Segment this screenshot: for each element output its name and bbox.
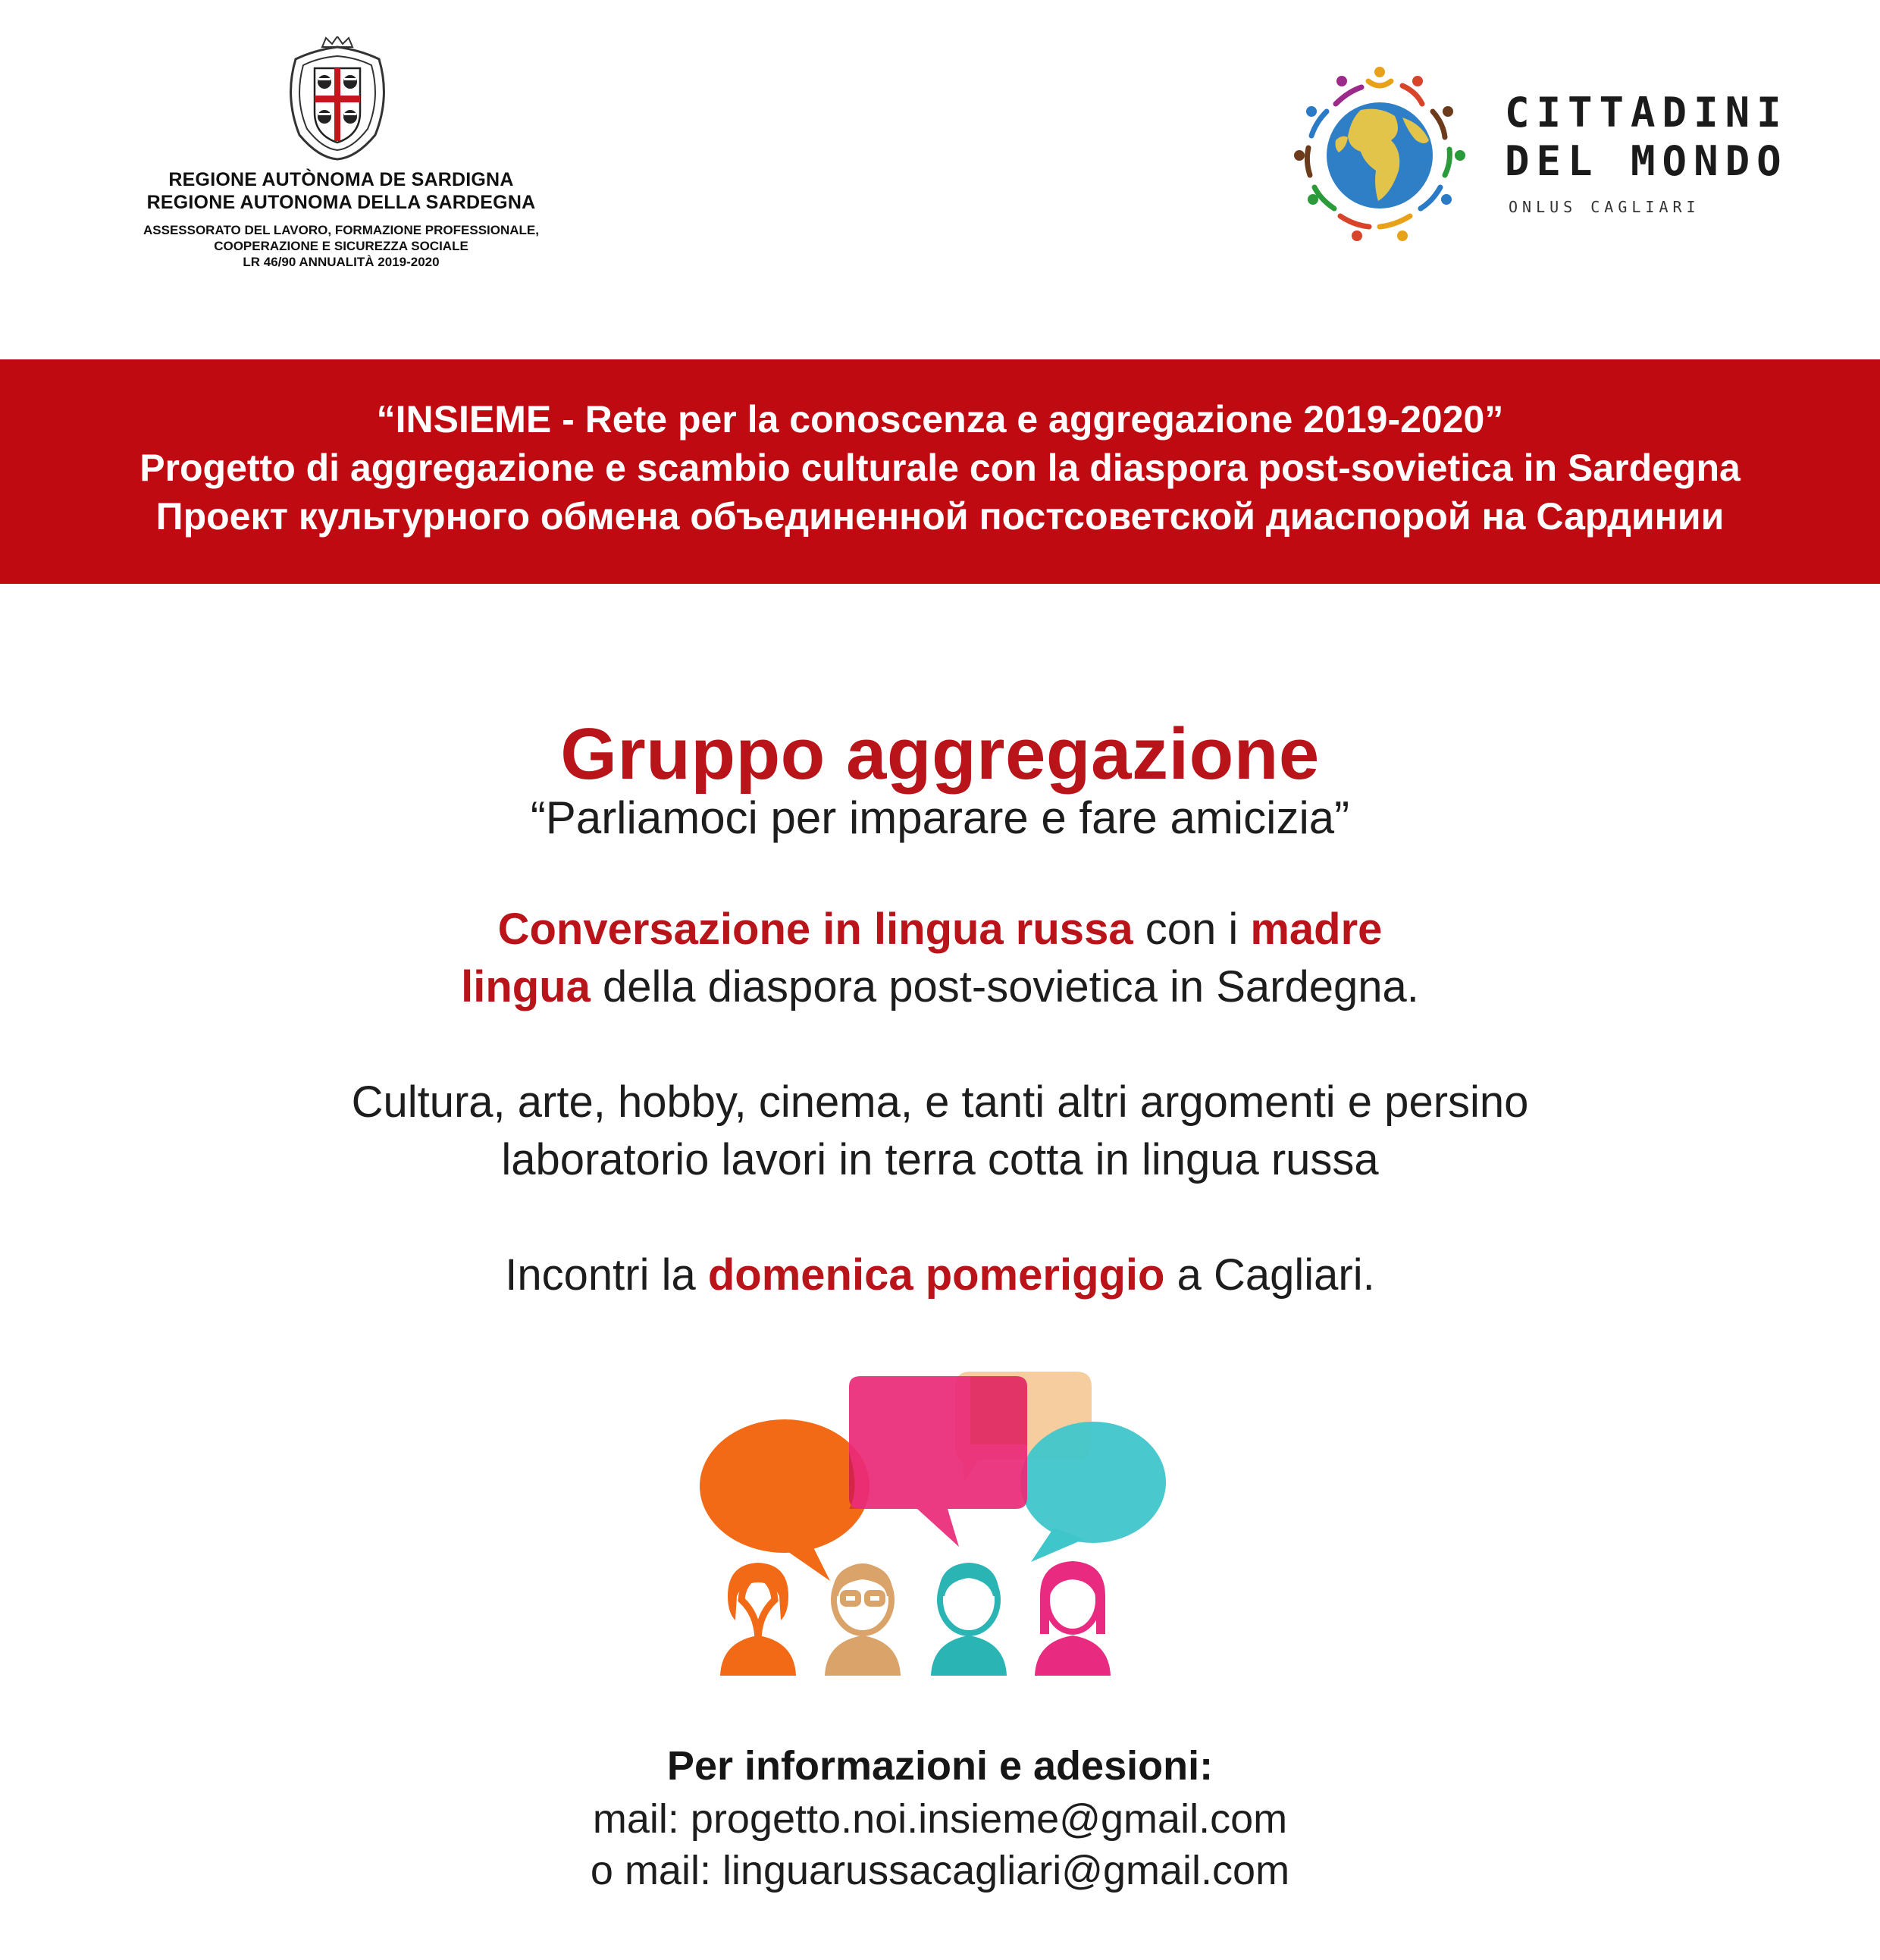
- org-name-line2: DEL MONDO: [1505, 137, 1788, 185]
- plain-text: della diaspora post-sovietica in Sardegna.: [590, 962, 1419, 1011]
- contact-email-2[interactable]: o mail: linguarussacagliari@gmail.com: [590, 1848, 1290, 1893]
- contact-heading: Per informazioni e adesioni:: [666, 1743, 1214, 1789]
- banner-project-title: “INSIEME - Rete per la conoscenza e aggregazione 2019-2020”: [376, 398, 1504, 441]
- contact-email-1[interactable]: mail: progetto.noi.insieme@gmail.com: [592, 1796, 1288, 1842]
- highlight-text: domenica pomeriggio: [707, 1250, 1165, 1300]
- project-banner: [0, 359, 1880, 584]
- region-logo: [129, 30, 553, 281]
- org-name-line1: CITTADINI: [1505, 89, 1788, 136]
- org-subtitle: ONLUS CAGLIARI: [1509, 198, 1700, 216]
- assessorato-line: COOPERAZIONE E SICUREZZA SOCIALE: [214, 239, 468, 253]
- sardinia-four-moors-crest-icon: [280, 36, 394, 162]
- org-logo: [1289, 64, 1804, 246]
- meeting-paragraph: [0, 1250, 1880, 1300]
- topics-paragraph-line2: laboratorio lavori in terra cotta in lingua russa: [501, 1135, 1379, 1184]
- conversation-paragraph-line1: [0, 904, 1880, 955]
- globe-with-people-icon: [1289, 64, 1471, 246]
- highlight-text: madre: [1250, 905, 1383, 954]
- region-name-sardinian: REGIONE AUTÒNOMA DE SARDIGNA: [168, 169, 514, 190]
- banner-project-desc-it: Progetto di aggregazione e scambio culturale con la diaspora post-sovietica in Sardegna: [139, 447, 1741, 489]
- conversation-paragraph-line2: [0, 961, 1880, 1012]
- plain-text: Incontri la: [505, 1250, 708, 1300]
- plain-text: a Cagliari.: [1164, 1250, 1375, 1300]
- region-name-italian: REGIONE AUTONOMA DELLA SARDEGNA: [146, 192, 536, 213]
- page-title: Gruppo aggregazione: [560, 713, 1320, 795]
- speech-bubbles-people-icon: [697, 1369, 1183, 1687]
- topics-paragraph-line1: Cultura, arte, hobby, cinema, e tanti altri argomenti e persino: [351, 1077, 1529, 1127]
- assessorato-line: LR 46/90 ANNUALITÀ 2019-2020: [243, 255, 440, 269]
- highlight-text: lingua: [461, 962, 591, 1011]
- assessorato-line: ASSESSORATO DEL LAVORO, FORMAZIONE PROFESSIONALE,: [143, 223, 539, 237]
- plain-text: con i: [1133, 905, 1251, 954]
- highlight-text: Conversazione in lingua russa: [497, 905, 1133, 954]
- banner-project-desc-ru: Проект культурного обмена объединенной постсоветской диаспорой на Сардинии: [155, 495, 1725, 538]
- page-subtitle: “Parliamoci per imparare e fare amicizia”: [530, 792, 1350, 843]
